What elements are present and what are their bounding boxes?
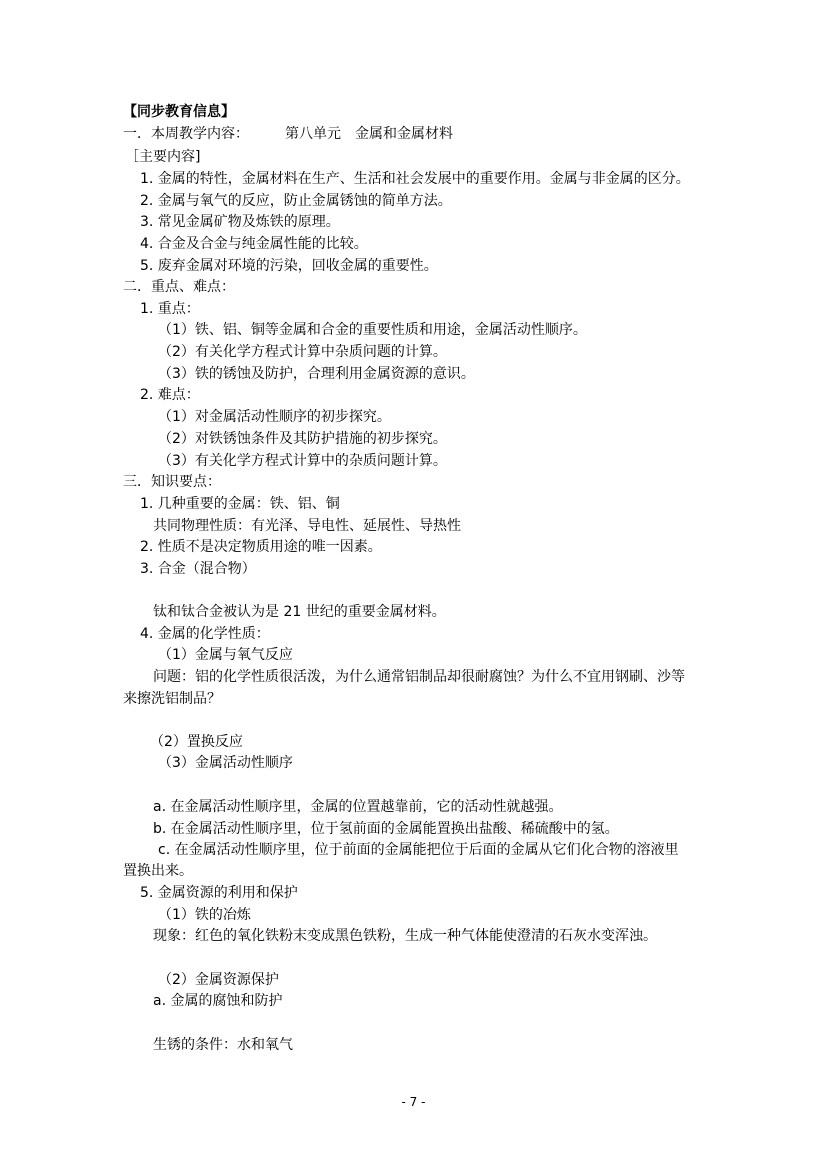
key-point-item: （3）铁的锈蚀及防护，合理利用金属资源的意识。 bbox=[158, 366, 475, 382]
knowledge-item: 1. 几种重要的金属：铁、铝、铜 bbox=[140, 496, 340, 512]
section-1-heading: 一．本周教学内容： bbox=[123, 126, 249, 142]
knowledge-item: 3. 合金（混合物） bbox=[140, 561, 256, 577]
question-text: 问题：铝的化学性质很活泼，为什么通常铝制品却很耐腐蚀？为什么不宜用钢刷、沙等 bbox=[153, 669, 685, 685]
main-item: 1. 金属的特性，金属材料在生产、生活和社会发展中的重要作用。金属与非金属的区分。 bbox=[140, 171, 690, 187]
activity-rule: c. 在金属活动性顺序里，位于前面的金属能把位于后面的金属从它们化合物的溶液里 bbox=[158, 842, 679, 858]
difficult-point-item: （1）对金属活动性顺序的初步探究。 bbox=[158, 409, 391, 425]
question-text-continued: 来擦洗铝制品？ bbox=[123, 691, 221, 707]
knowledge-subtext: 钛和钛合金被认为是 21 世纪的重要金属材料。 bbox=[153, 604, 446, 620]
protection-item: a. 金属的腐蚀和防护 bbox=[153, 993, 283, 1009]
difficult-point-item: （2）对铁锈蚀条件及其防护措施的初步探究。 bbox=[158, 431, 447, 447]
main-item: 3. 常见金属矿物及炼铁的原理。 bbox=[140, 214, 340, 230]
unit-title: 第八单元 金属和金属材料 bbox=[285, 126, 453, 142]
knowledge-item: 5. 金属资源的利用和保护 bbox=[140, 885, 298, 901]
rust-condition: 生锈的条件：水和氧气 bbox=[153, 1037, 293, 1053]
knowledge-item: 4. 金属的化学性质： bbox=[140, 626, 270, 642]
page-number: - 7 - bbox=[401, 1095, 426, 1109]
section-3-heading: 三．知识要点： bbox=[123, 474, 221, 490]
difficult-points-label: 2. 难点： bbox=[140, 387, 200, 403]
activity-rule: a. 在金属活动性顺序里，金属的位置越靠前，它的活动性就越强。 bbox=[153, 799, 563, 815]
key-point-item: （1）铁、铝、铜等金属和合金的重要性质和用途，金属活动性顺序。 bbox=[158, 322, 587, 338]
activity-rule: b. 在金属活动性顺序里，位于氢前面的金属能置换出盐酸、稀硫酸中的氢。 bbox=[153, 821, 619, 837]
knowledge-subitem: （3）金属活动性顺序 bbox=[158, 755, 293, 771]
main-content-label: ［主要内容] bbox=[125, 149, 201, 165]
knowledge-item: 2. 性质不是决定物质用途的唯一因素。 bbox=[140, 539, 382, 555]
main-item: 5. 废弃金属对环境的污染，回收金属的重要性。 bbox=[140, 258, 438, 274]
knowledge-subitem: （1）铁的冶炼 bbox=[158, 907, 251, 923]
knowledge-subitem: （2）金属资源保护 bbox=[158, 972, 279, 988]
key-point-item: （2）有关化学方程式计算中杂质问题的计算。 bbox=[158, 344, 447, 360]
difficult-point-item: （3）有关化学方程式计算中的杂质问题计算。 bbox=[158, 453, 447, 469]
knowledge-subitem: （2）置换反应 bbox=[150, 734, 243, 750]
knowledge-subitem: （1）金属与氧气反应 bbox=[158, 647, 293, 663]
knowledge-subtext: 共同物理性质：有光泽、导电性、延展性、导热性 bbox=[153, 518, 461, 534]
main-item: 4. 合金及合金与纯金属性能的比较。 bbox=[140, 236, 368, 252]
section-header: 【同步教育信息】 bbox=[123, 104, 235, 120]
key-points-label: 1. 重点： bbox=[140, 301, 200, 317]
observation-text: 现象：红色的氧化铁粉末变成黑色铁粉，生成一种气体能使澄清的石灰水变浑浊。 bbox=[153, 928, 657, 944]
main-item: 2. 金属与氧气的反应，防止金属锈蚀的简单方法。 bbox=[140, 193, 452, 209]
activity-rule-continued: 置换出来。 bbox=[123, 863, 193, 879]
section-2-heading: 二．重点、难点： bbox=[123, 279, 235, 295]
